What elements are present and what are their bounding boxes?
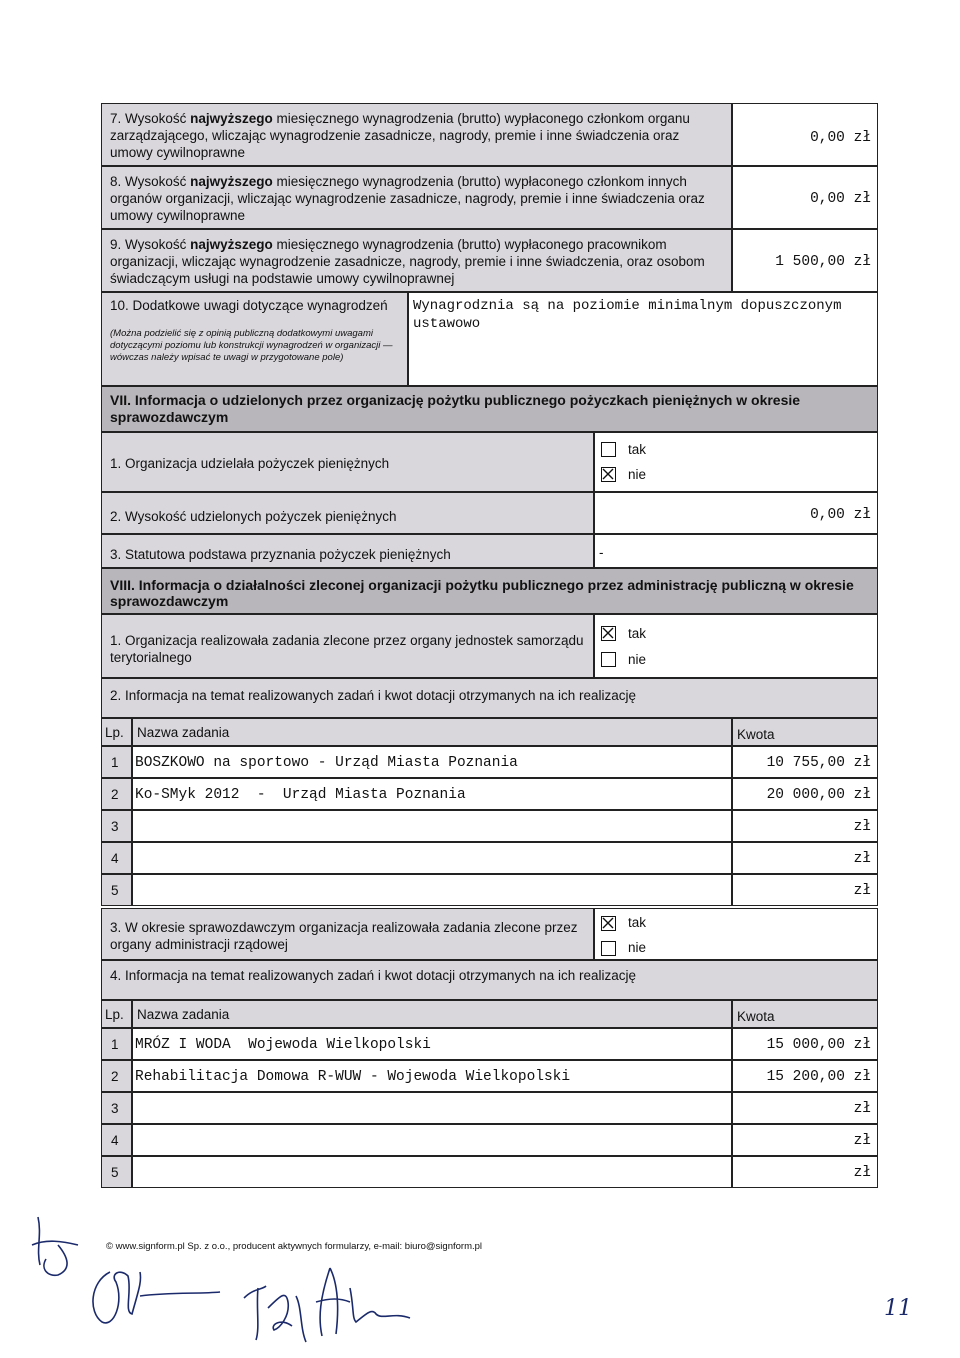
s8-q4-label: 4. Informacja na temat realizowanych zadań i kwot dotacji otrzymanych na ich realizację xyxy=(101,960,878,1000)
table-row-amount[interactable]: zł xyxy=(732,874,878,906)
section-8-title: VIII. Informacja o działalności zleconej organizacji pożytku publicznego przez administrację publiczną w okresie sprawozdawczym xyxy=(101,568,878,614)
table-row-lp: 3 xyxy=(101,1092,132,1124)
s8-q1-checkbox-tak[interactable] xyxy=(601,626,616,641)
table-row-amount[interactable]: zł xyxy=(732,1156,878,1188)
row-8-value[interactable]: 0,00 zł xyxy=(732,166,878,229)
row-7-label: 7. Wysokość najwyższego miesięcznego wynagrodzenia (brutto) wypłaconego członkom organu zarządzającego, wliczając wynagrodzenie zasadnicze, nagrody, premie i inne świadczenia oraz umowy cywilnoprawne xyxy=(101,103,732,166)
s7-q1-options xyxy=(594,432,878,492)
s7-q1-label: 1. Organizacja udzielała pożyczek pieniężnych xyxy=(101,432,594,492)
table-row-name[interactable] xyxy=(132,810,732,842)
table-row-lp: 5 xyxy=(101,1156,132,1188)
signature-1 xyxy=(80,1252,230,1342)
col-header-amount: Kwota xyxy=(732,1000,878,1028)
s8-q3-options xyxy=(594,908,878,960)
check-x-icon xyxy=(602,627,614,639)
s8-q3-label-tak: tak xyxy=(628,915,647,930)
table-row-lp: 2 xyxy=(101,778,132,810)
row-10-note: (Można podzielić się z opinią publiczną dodatkowymi uwagami dotyczącymi poziomu lub konstrukcji wynagrodzeń w organizacji — wówczas należy wpisać te uwagi w przygotowane pole) xyxy=(110,328,393,363)
s7-q3-value[interactable]: - xyxy=(594,534,878,568)
table-row-name[interactable] xyxy=(132,1092,732,1124)
check-x-icon xyxy=(602,917,614,929)
table-row-lp: 2 xyxy=(101,1060,132,1092)
table-row-lp: 4 xyxy=(101,842,132,874)
col-header-lp: Lp. xyxy=(101,718,132,746)
s8-q1-label: 1. Organizacja realizowała zadania zlecone przez organy jednostek samorządu terytorialnego xyxy=(101,614,594,678)
col-header-name: Nazwa zadania xyxy=(132,1000,732,1028)
s8-q3-checkbox-nie[interactable] xyxy=(601,941,616,956)
table-row-name[interactable]: Rehabilitacja Domowa R-WUW - Wojewoda Wielkopolski xyxy=(132,1060,732,1092)
footer-copyright: © www.signform.pl Sp. z o.o., producent aktywnych formularzy, e-mail: biuro@signform.pl xyxy=(106,1241,483,1252)
s7-q1-label-tak: tak xyxy=(628,442,647,457)
s7-q1-checkbox-tak[interactable] xyxy=(601,442,616,457)
s7-q2-value[interactable]: 0,00 zł xyxy=(594,492,878,534)
table-row-amount[interactable]: 20 000,00 zł xyxy=(732,778,878,810)
s7-q1-label-nie: nie xyxy=(628,467,647,482)
s8-q2-label: 2. Informacja na temat realizowanych zadań i kwot dotacji otrzymanych na ich realizację xyxy=(101,678,878,718)
s8-q1-label-nie: nie xyxy=(628,652,647,667)
s8-q3-label-nie: nie xyxy=(628,940,647,955)
table-row-lp: 4 xyxy=(101,1124,132,1156)
row-10-label: 10. Dodatkowe uwagi dotyczące wynagrodzeń xyxy=(110,298,388,313)
table-row-amount[interactable]: zł xyxy=(732,810,878,842)
table-row-name[interactable] xyxy=(132,842,732,874)
check-x-icon xyxy=(602,468,614,480)
row-9-label: 9. Wysokość najwyższego miesięcznego wynagrodzenia (brutto) wypłaconego pracownikom organizacji, wliczając wynagrodzenie zasadnicze, nagrody, premie i inne świadczenia, oraz osobom świadczącym usługi na podstawie umowy cywilnoprawnej xyxy=(101,229,732,292)
col-header-amount: Kwota xyxy=(732,718,878,746)
page-number: 11 xyxy=(884,1296,912,1321)
table-row-amount[interactable]: 15 200,00 zł xyxy=(732,1060,878,1092)
s7-q3-label: 3. Statutowa podstawa przyznania pożyczek pieniężnych xyxy=(101,534,594,568)
s8-q1-checkbox-nie[interactable] xyxy=(601,652,616,667)
table-row-name[interactable] xyxy=(132,874,732,906)
table-row-amount[interactable]: zł xyxy=(732,842,878,874)
row-7-value[interactable]: 0,00 zł xyxy=(732,103,878,166)
row-10-value[interactable]: Wynagrodznia są na poziomie minimalnym dopuszczonym ustawowo xyxy=(408,292,878,386)
table-row-name[interactable]: MRÓZ I WODA Wojewoda Wielkopolski xyxy=(132,1028,732,1060)
table-row-lp: 3 xyxy=(101,810,132,842)
table-row-name[interactable]: BOSZKOWO na sportowo - Urząd Miasta Poznania xyxy=(132,746,732,778)
signature-3 xyxy=(310,1258,420,1348)
table-row-name[interactable] xyxy=(132,1156,732,1188)
s8-q3-label: 3. W okresie sprawozdawczym organizacja realizowała zadania zlecone przez organy administracji rządowej xyxy=(101,908,594,960)
table-row-name[interactable]: Ko-SMyk 2012 - Urząd Miasta Poznania xyxy=(132,778,732,810)
row-8-label: 8. Wysokość najwyższego miesięcznego wynagrodzenia (brutto) wypłaconego członkom innych organów organizacji, wliczając wynagrodzenie zasadnicze, nagrody, premie i inne świadczenia oraz umowy cywilnoprawne xyxy=(101,166,732,229)
section-7-title: VII. Informacja o udzielonych przez organizację pożytku publicznego pożyczkach pieniężnych w okresie sprawozdawczym xyxy=(101,386,878,432)
table-row-lp: 1 xyxy=(101,1028,132,1060)
s7-q2-label: 2. Wysokość udzielonych pożyczek pieniężnych xyxy=(101,492,594,534)
row-9-value[interactable]: 1 500,00 zł xyxy=(732,229,878,292)
table-row-lp: 5 xyxy=(101,874,132,906)
table-row-amount[interactable]: 15 000,00 zł xyxy=(732,1028,878,1060)
table-row-amount[interactable]: zł xyxy=(732,1092,878,1124)
s8-q1-label-tak: tak xyxy=(628,626,647,641)
col-header-name: Nazwa zadania xyxy=(132,718,732,746)
s7-q1-checkbox-nie[interactable] xyxy=(601,467,616,482)
table-row-lp: 1 xyxy=(101,746,132,778)
s8-q3-checkbox-tak[interactable] xyxy=(601,916,616,931)
col-header-lp: Lp. xyxy=(101,1000,132,1028)
s8-q1-options xyxy=(594,614,878,678)
signature-initials xyxy=(28,1205,88,1285)
table-row-amount[interactable]: zł xyxy=(732,1124,878,1156)
table-row-amount[interactable]: 10 755,00 zł xyxy=(732,746,878,778)
table-row-name[interactable] xyxy=(132,1124,732,1156)
row-10-label-cell xyxy=(101,292,408,386)
